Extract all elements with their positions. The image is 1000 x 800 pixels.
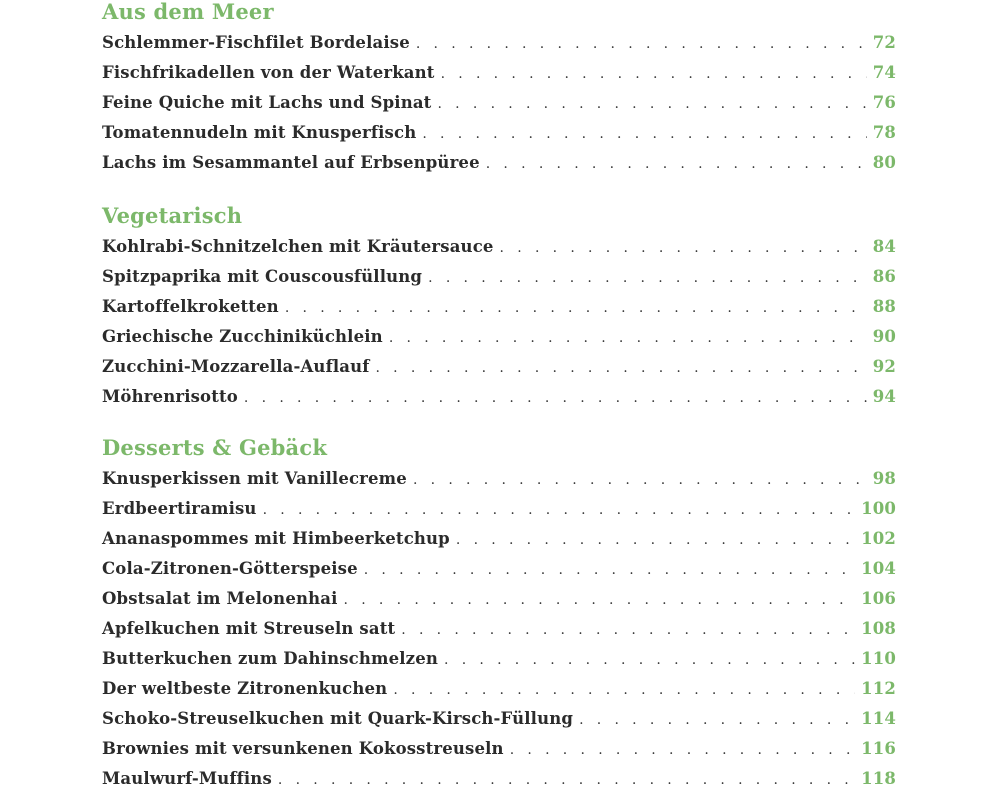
page-number: 88 [872, 297, 896, 316]
dot-leader [510, 735, 855, 765]
toc-entry[interactable] [102, 118, 896, 148]
entry-title: Apfelkuchen mit Streuseln satt [102, 619, 396, 638]
entry-title: Maulwurf-Muffins [102, 769, 272, 788]
entry-title: Brownies mit versunkenen Kokosstreuseln [102, 739, 504, 758]
dot-leader [413, 465, 867, 495]
toc-entry[interactable] [102, 644, 896, 674]
page-number: 100 [861, 499, 896, 518]
page-number: 92 [872, 357, 896, 376]
page-number: 72 [872, 33, 896, 52]
dot-leader [428, 263, 867, 293]
toc-entry[interactable] [102, 614, 896, 644]
toc-section-aus-dem-meer [102, 0, 896, 178]
dot-leader [364, 555, 855, 585]
section-spacer [102, 178, 896, 204]
dot-leader [285, 293, 867, 323]
page-number: 112 [861, 679, 896, 698]
page-number: 98 [872, 469, 896, 488]
page-number: 74 [872, 63, 896, 82]
entry-title: Spitzpaprika mit Couscousfüllung [102, 267, 423, 286]
entry-title: Kartoffelkroketten [102, 297, 279, 316]
page-number: 78 [872, 123, 896, 142]
dot-leader [401, 615, 855, 645]
entry-title: Obstsalat im Melonenhai [102, 589, 338, 608]
section-title: Desserts & Gebäck [102, 435, 328, 460]
toc-entry[interactable] [102, 524, 896, 554]
dot-leader [344, 585, 856, 615]
entry-title: Feine Quiche mit Lachs und Spinat [102, 93, 432, 112]
dot-leader [393, 675, 855, 705]
entry-title: Möhrenrisotto [102, 387, 238, 406]
page-number: 114 [861, 709, 896, 728]
toc-entry[interactable] [102, 322, 896, 352]
section-spacer [102, 412, 896, 436]
toc-entry[interactable] [102, 262, 896, 292]
page-number: 86 [872, 267, 896, 286]
entry-title: Griechische Zucchiniküchlein [102, 327, 383, 346]
toc-entry[interactable] [102, 28, 896, 58]
dot-leader [486, 149, 867, 179]
page-number: 94 [872, 387, 896, 406]
page-number: 104 [861, 559, 896, 578]
entry-title: Fischfrikadellen von der Waterkant [102, 63, 435, 82]
toc-entry[interactable] [102, 704, 896, 734]
toc-entry[interactable] [102, 584, 896, 614]
dot-leader [422, 119, 866, 149]
entry-title: Schoko-Streuselkuchen mit Quark-Kirsch-Füllung [102, 709, 574, 728]
entry-title: Tomatennudeln mit Knusperfisch [102, 123, 417, 142]
entry-title: Cola-Zitronen-Götterspeise [102, 559, 358, 578]
toc-entry[interactable] [102, 734, 896, 764]
toc-entry[interactable] [102, 674, 896, 704]
entry-title: Ananaspommes mit Himbeerketchup [102, 529, 450, 548]
dot-leader [278, 765, 855, 795]
toc-entry[interactable] [102, 764, 896, 794]
entry-title: Schlemmer-Fischfilet Bordelaise [102, 33, 410, 52]
entry-title: Lachs im Sesammantel auf Erbsenpüree [102, 153, 480, 172]
page-number: 106 [861, 589, 896, 608]
toc-entry[interactable] [102, 232, 896, 262]
page-number: 110 [861, 649, 896, 668]
entry-title: Butterkuchen zum Dahinschmelzen [102, 649, 438, 668]
entry-title: Kohlrabi-Schnitzelchen mit Kräutersauce [102, 237, 494, 256]
dot-leader [375, 353, 866, 383]
page-number: 102 [861, 529, 896, 548]
page-number: 118 [861, 769, 896, 788]
section-title: Aus dem Meer [102, 0, 274, 24]
toc-section-vegetarisch [102, 204, 896, 412]
entry-title: Erdbeertiramisu [102, 499, 257, 518]
toc-section-desserts-gebaeck [102, 436, 896, 794]
toc-entry[interactable] [102, 464, 896, 494]
toc-entry[interactable] [102, 148, 896, 178]
dot-leader [437, 89, 866, 119]
toc-entry[interactable] [102, 88, 896, 118]
toc-entry[interactable] [102, 58, 896, 88]
toc-entry[interactable] [102, 382, 896, 412]
section-title: Vegetarisch [102, 203, 243, 228]
toc-entry[interactable] [102, 352, 896, 382]
dot-leader [441, 59, 867, 89]
page-number: 90 [872, 327, 896, 346]
page-number: 80 [872, 153, 896, 172]
page-number: 84 [872, 237, 896, 256]
dot-leader [579, 705, 855, 735]
page-number: 108 [861, 619, 896, 638]
toc-entry[interactable] [102, 292, 896, 322]
entry-title: Knusperkissen mit Vanillecreme [102, 469, 407, 488]
table-of-contents [102, 0, 896, 794]
dot-leader [263, 495, 856, 525]
entry-title: Der weltbeste Zitronenkuchen [102, 679, 388, 698]
toc-entry[interactable] [102, 554, 896, 584]
dot-leader [456, 525, 855, 555]
page-number: 76 [872, 93, 896, 112]
dot-leader [244, 383, 867, 413]
toc-entry[interactable] [102, 494, 896, 524]
page-number: 116 [861, 739, 896, 758]
dot-leader [500, 233, 867, 263]
dot-leader [444, 645, 855, 675]
dot-leader [416, 29, 867, 59]
entry-title: Zucchini-Mozzarella-Auflauf [102, 357, 370, 376]
dot-leader [389, 323, 867, 353]
